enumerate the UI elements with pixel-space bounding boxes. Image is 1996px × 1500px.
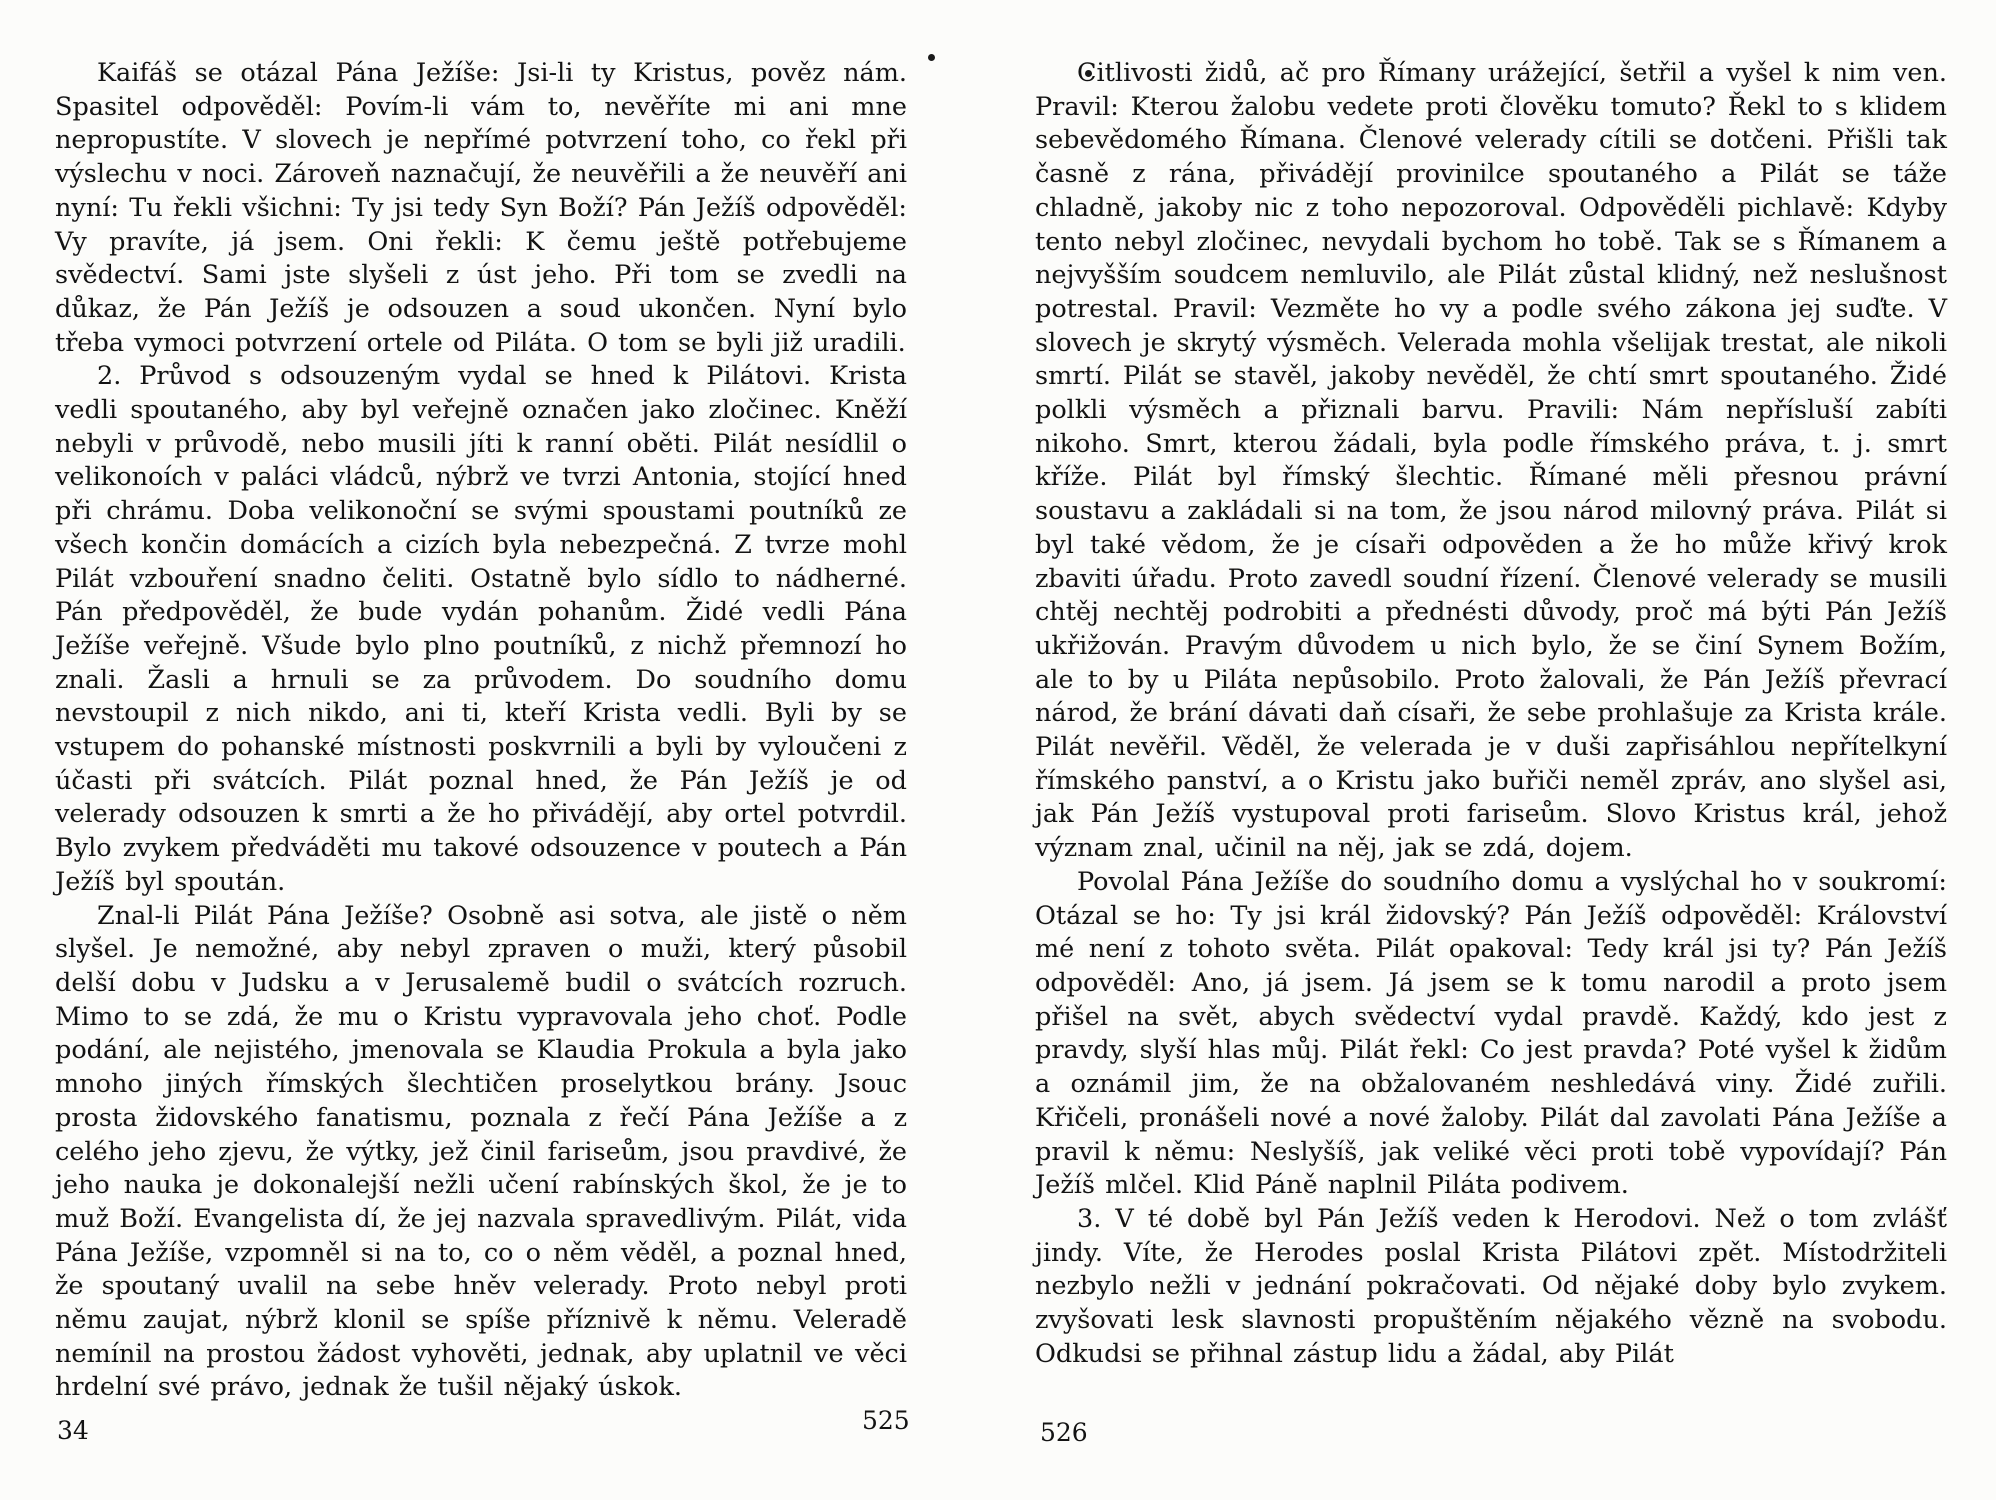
left-page-text-column — [55, 57, 907, 1405]
paragraph: Citlivosti židů, ač pro Římany urážející, šetřil a vyšel k nim ven. Pravil: Kterou žalobu vedete proti člověku tomuto? Řekl to s klidem sebevědomého Římana. Členové velerady cítili se dotčeni. Přišli tak časně z rána, přivádějí provinilce spoutaného a Pilát se táže chladně, jakoby nic z toho nepozoroval. Odpověděli pichlavě: Kdyby tento nebyl zločinec, nevydali bychom ho tobě. Tak se s Římanem a nejvyšším soudcem nemluvilo, ale Pilát zůstal klidný, než neslušnost potrestal. Pravil: Vezměte ho vy a podle svého zákona jej suďte. V slovech je skrytý výsměch. Velerada mohla všelijak trestat, ale nikoli smrtí. Pilát se stavěl, jakoby nevěděl, že chtí smrt spoutaného. Židé polkli výsměch a přiznali barvu. Pravili: Nám nepřísluší zabíti nikoho. Smrt, kterou žádali, byla podle římského práva, t. j. smrt kříže. Pilát byl římský šlechtic. Římané měli přesnou právní soustavu a zakládali si na tom, že jsou národ milovný práva. Pilát si byl také vědom, že je císaři odpověden a že ho může křivý krok zbaviti úřadu. Proto zavedl soudní řízení. Členové velerady se musili chtěj nechtěj podrobiti a přednésti důvody, proč má býti Pán Ježíš ukřižován. Pravým důvodem u nich bylo, že se činí Synem Božím, ale to by u Piláta nepůsobilo. Proto žalovali, že Pán Ježíš převrací národ, že brání dávati daň císaři, že sebe prohlašuje za Krista krále. Pilát nevěřil. Věděl, že velerada je v duši zapřisáhlou nepřítelkyní římského panství, a o Kristu jako buřiči neměl zpráv, ano slyšel asi, jak Pán Ježíš vystupoval proti fariseům. Slovo Kristus král, jehož význam znal, učinil na něj, jak se zdá, dojem. — [1035, 58, 1947, 864]
right-page-text-column — [1035, 57, 1947, 1371]
page-number-right-page: 526 — [1040, 1418, 1088, 1447]
paragraph: Kaifáš se otázal Pána Ježíše: Jsi-li ty Kristus, pověz nám. Spasitel odpověděl: Povím-li vám to, nevěříte mi ani mne nepropustíte. V slovech je nepřímé potvrzení toho, co řekl při výslechu v noci. Zároveň naznačují, že neuvěřili a že neuvěří ani nyní: Tu řekli všichni: Ty jsi tedy Syn Boží? Pán Ježíš odpověděl: Vy pravíte, já jsem. Oni řekli: K čemu ještě potřebujeme svědectví. Sami jste slyšeli z úst jeho. Při tom se zvedli na důkaz, že Pán Ježíš je odsouzen a soud ukončen. Nyní bylo třeba vymoci potvrzení ortele od Piláta. O tom se byli již uradili. — [55, 58, 907, 358]
paragraph: Povolal Pána Ježíše do soudního domu a vyslýchal ho v soukromí: Otázal se ho: Ty jsi král židovský? Pán Ježíš odpověděl: Království mé není z tohoto světa. Pilát opakoval: Tedy král jsi ty? Pán Ježíš odpověděl: Ano, já jsem. Já jsem se k tomu narodil a proto jsem přišel na svět, abych svědectví vydal pravdě. Každý, kdo jest z pravdy, slyší hlas můj. Pilát řekl: Co jest pravda? Poté vyšel k židům a oznámil jim, že na obžalovaném neshledává viny. Židé zuřili. Křičeli, pronášeli nové a nové žaloby. Pilát dal zavolati Pána Ježíše a pravil k němu: Neslyšíš, jak veliké věci proti tobě vypovídají? Pán Ježíš mlčel. Klid Páně naplnil Piláta podivem. — [1035, 866, 1947, 1201]
paragraph: 3. V té době byl Pán Ježíš veden k Herodovi. Než o tom zvlášť jindy. Víte, že Herodes poslal Krista Pilátovi zpět. Místodržiteli nezbylo nežli v jednání pokračovati. Od nějaké doby bylo zvykem. zvyšovati lesk slavnosti propuštěním nějakého vězně na svobodu. Odkudsi se přihnal zástup lidu a žádal, aby Pilát — [1035, 1203, 1947, 1369]
paragraph: Znal-li Pilát Pána Ježíše? Osobně asi sotva, ale jistě o něm slyšel. Je nemožné, aby nebyl zpraven o muži, který působil delší dobu v Judsku a v Jerusalemě budil o svátcích rozruch. Mimo to se zdá, že mu o Kristu vypravovala jeho choť. Podle podání, ale nejistého, jmenovala se Klaudia Prokula a byla jako mnoho jiných římských šlechtičen proselytkou brány. Jsouc prosta židovského fanatismu, poznala z řečí Pána Ježíše a z celého jeho zjevu, že výtky, jež činil fariseům, jsou pravdivé, že jeho nauka je dokonalejší nežli učení rabínských škol, že je to muž Boží. Evangelista dí, že jej nazvala spravedlivým. Pilát, vida Pána Ježíše, vzpomněl si na to, co o něm věděl, a poznal hned, že spoutaný uvalil na sebe hněv velerady. Proto nebyl proti němu zaujat, nýbrž klonil se spíše příznivě k němu. Veleradě nemínil na prostou žádost vyhověti, jednak, aby uplatnil ve věci hrdelní své právo, jednak že tušil nějaký úskok. — [55, 900, 907, 1403]
page-number-left-page: 525 — [862, 1406, 910, 1435]
page-number-left-margin: 34 — [57, 1416, 89, 1445]
ink-speck — [928, 54, 935, 61]
paragraph: 2. Průvod s odsouzeným vydal se hned k Pilátovi. Krista vedli spoutaného, aby byl veřejně označen jako zločinec. Kněží nebyli v průvodě, nebo musili jíti k ranní oběti. Pilát nesídlil o velikonoích v paláci vládců, nýbrž ve tvrzi Antonia, stojící hned při chrámu. Doba velikonoční se svými spoustami poutníků ze všech končin domácích a cizích byla nebezpečná. Z tvrze mohl Pilát vzbouření snadno čeliti. Ostatně bylo sídlo to nádherné. Pán předpověděl, že bude vydán pohanům. Židé vedli Pána Ježíše veřejně. Všude bylo plno poutníků, z nichž přemnozí ho znali. Žasli a hrnuli se za průvodem. Do soudního domu nevstoupil z nich nikdo, ani ti, kteří Krista vedli. Byli by se vstupem do pohanské místnosti poskvrnili a byli by vyloučeni z účasti při svátcích. Pilát poznal hned, že Pán Ježíš je od velerady odsouzen k smrti a že ho přivádějí, aby ortel potvrdil. Bylo zvykem předváděti mu takové odsouzence v poutech a Pán Ježíš byl spoután. — [55, 361, 907, 897]
